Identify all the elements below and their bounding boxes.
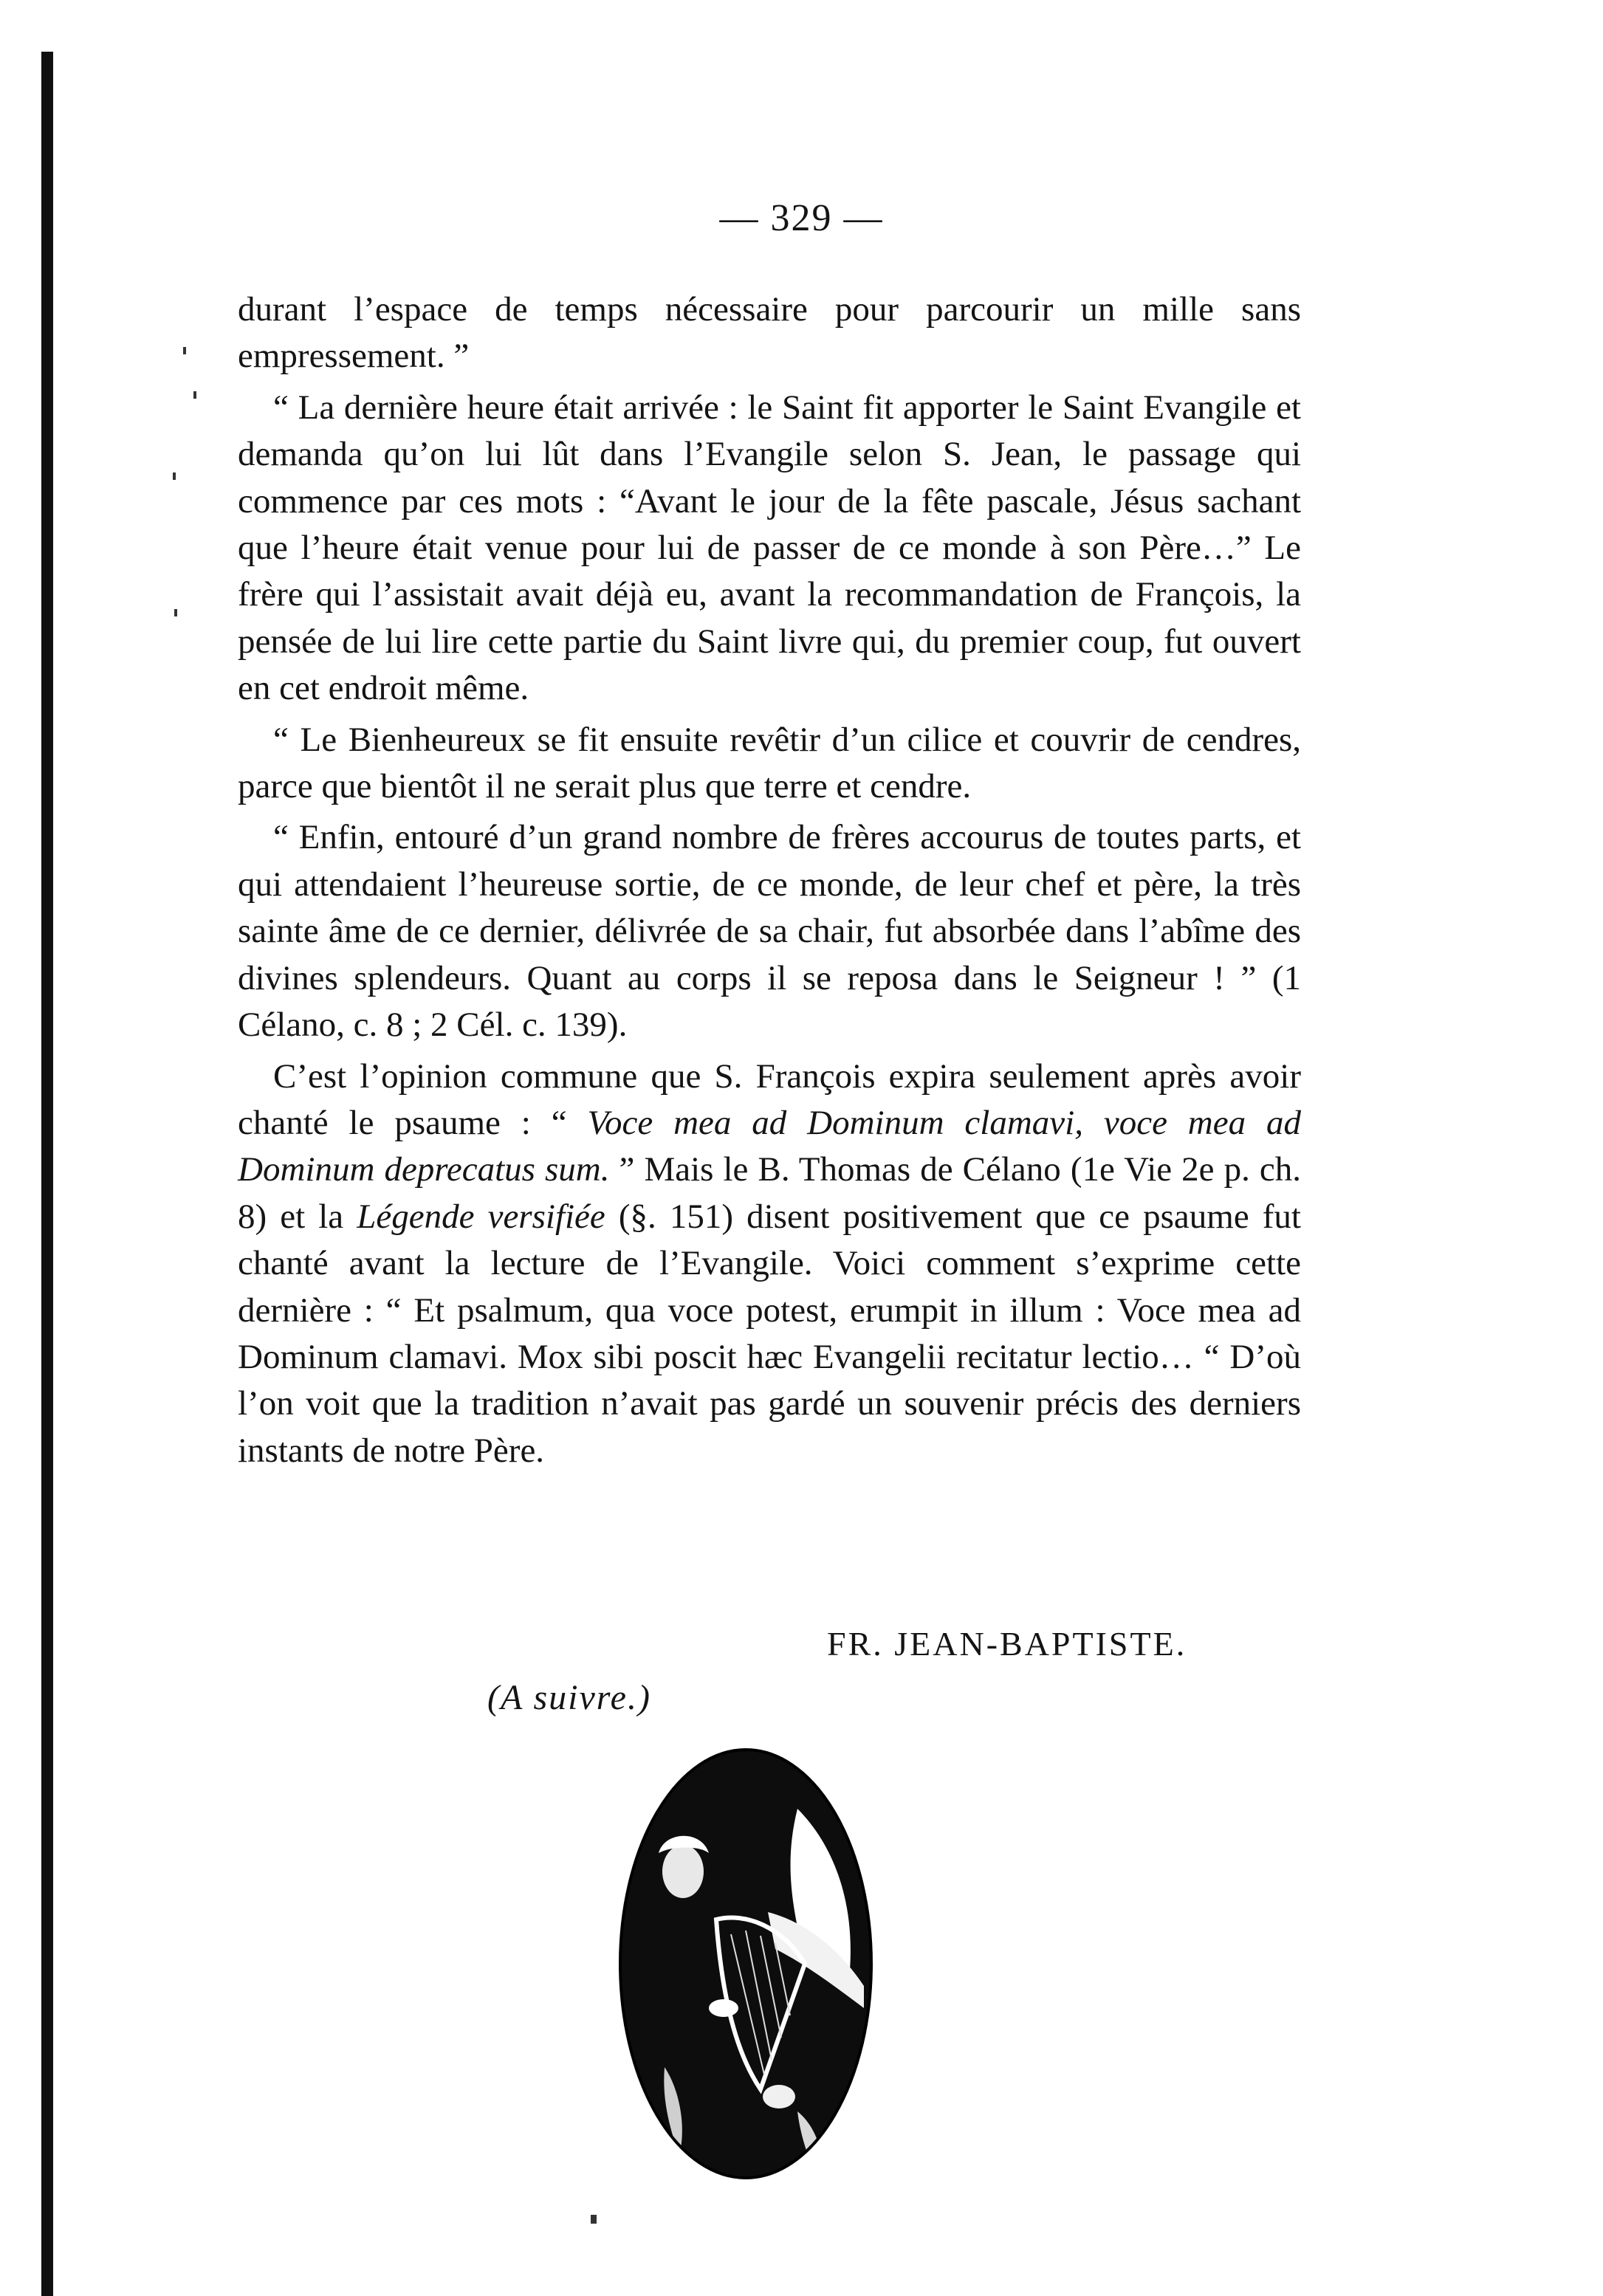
margin-mark (591, 2215, 597, 2224)
psalm-quote: Voce mea ad Dominum clamavi, voce mea ad Dominum deprecatus sum. (238, 1103, 1301, 1189)
continuation-note: (A suivre.) (487, 1678, 651, 1717)
author-signature: FR. JEAN-BAPTISTE. (827, 1625, 1187, 1663)
page-number: — 329 — (719, 197, 884, 239)
margin-mark (193, 391, 196, 399)
margin-mark (183, 347, 186, 354)
paragraph-5 (238, 1054, 1301, 1475)
paragraph-5-text-b: ” Mais le B. Thomas de Célano (1e Vie 2e p. ch. 8) et la (238, 1150, 1301, 1236)
margin-mark (174, 609, 177, 616)
body-text (238, 286, 1301, 1474)
paragraph-2: “ La dernière heure était arrivée : le Saint fit apporter le Saint Evangile et demanda qu’on lui lût dans l’Evangile selon S. Jean, le passage qui commence par ces mots : “Avant le jour de la fête pascale, Jésus sachant que l’heure était venue pour lui de passer de ce monde à son Père…” Le frère qui l’assistait avait déjà eu, avant la recommandation de François, la pensée de lui lire cette partie du Saint livre qui, du premier coup, fut ouvert en cet endroit même. (238, 388, 1301, 708)
oval-vignette-harpist-icon (613, 1742, 879, 2207)
paragraph-3: “ Le Bienheureux se fit ensuite revêtir d’un cilice et couvrir de cendres, parce que bientôt il ne serait plus que terre et cendre. (238, 720, 1301, 806)
binding-edge (41, 52, 53, 2296)
legende-title: Légende versifiée (357, 1197, 605, 1236)
paragraph-4: “ Enfin, entouré d’un grand nombre de frères accourus de toutes parts, et qui attendaient l’heureuse sortie, de ce monde, de leur chef et père, la très sainte âme de ce dernier, délivrée de sa chair, fut absorbée dans l’abîme des divines splendeurs. Quant au corps il se reposa dans le Seigneur ! ” (1 Célano, c. 8 ; 2 Cél. c. 139). (238, 818, 1301, 1045)
paragraph-5-text-a: C’est l’opinion commune que S. François expira seulement après avoir chanté le psaume : “ (238, 1056, 1301, 1142)
margin-mark (173, 472, 176, 480)
paragraph-1: durant l’espace de temps nécessaire pour parcourir un mille sans empressement. ” (238, 290, 1301, 376)
paragraph-5-text-c: (§. 151) disent positivement que ce psaume fut chanté avant la lecture de l’Evangile. Voici comment s’exprime cette dernière : “ Et psalmum, qua voce potest, erumpit in illum : Voce mea ad Dominum clamavi. Mox sibi poscit hæc Evangelii recitatur lectio… “ D’où l’on voit que la tradition n’avait pas gardé un souvenir précis des derniers instants de notre Père. (238, 1197, 1301, 1470)
